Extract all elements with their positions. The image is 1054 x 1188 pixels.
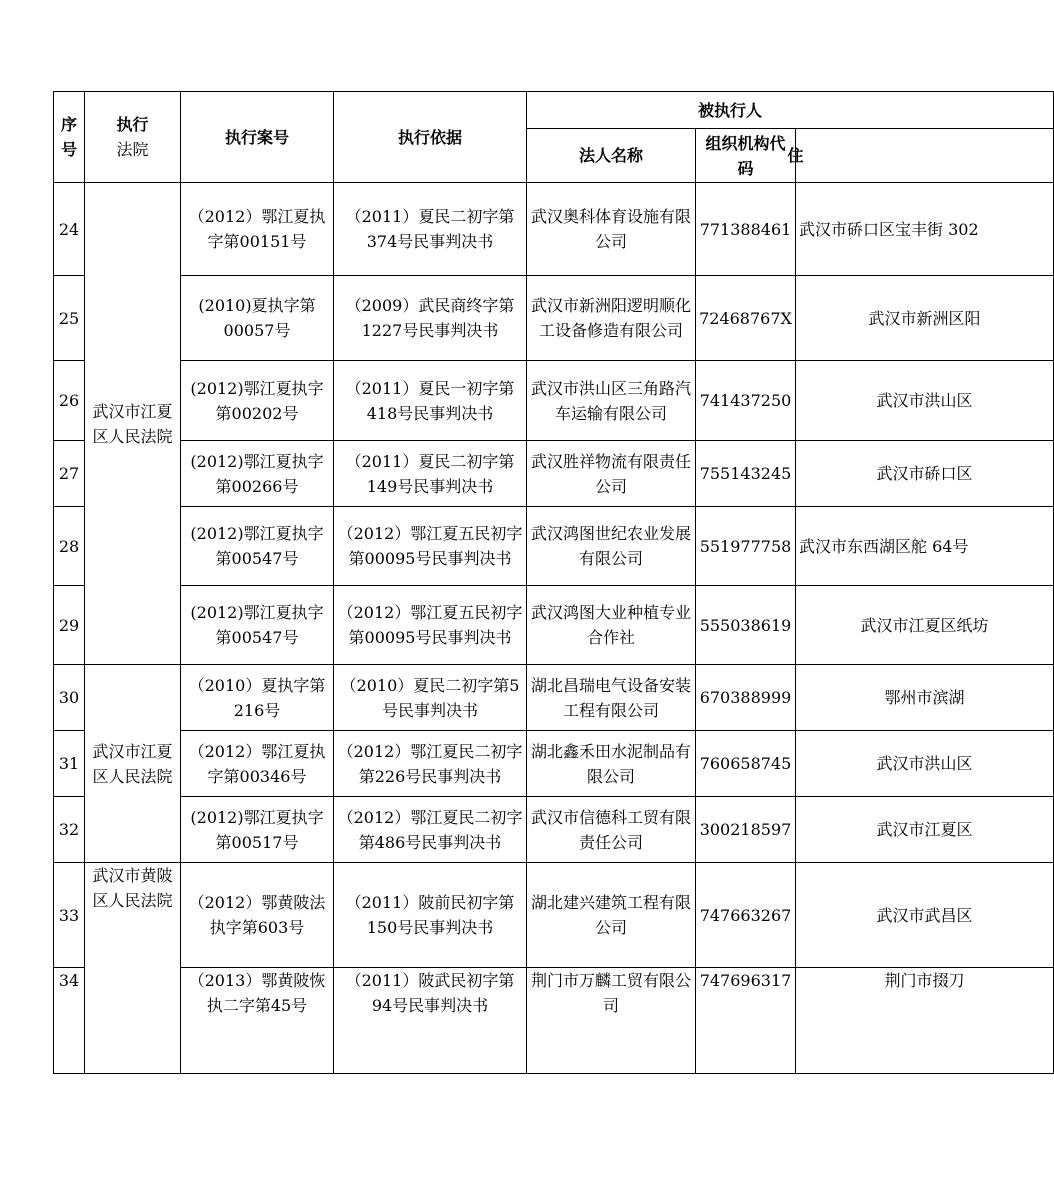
cell-seq: 33 (54, 863, 85, 968)
cell-address: 荆门市掇刀 (796, 968, 1054, 1074)
cell-address: 武汉市江夏区纸坊 (796, 586, 1054, 665)
header-court-line1: 执行 (116, 115, 149, 134)
cell-basis: （2012）鄂江夏五民初字第00095号民事判决书 (334, 507, 527, 586)
cell-seq: 31 (54, 731, 85, 797)
cell-seq: 24 (54, 183, 85, 276)
cell-code: 760658745 (696, 731, 796, 797)
table-row (54, 441, 1054, 507)
cell-basis: （2011）夏民二初字第374号民事判决书 (334, 183, 527, 276)
cell-name: 湖北鑫禾田水泥制品有限公司 (527, 731, 696, 797)
cell-seq: 28 (54, 507, 85, 586)
cell-code: 670388999 (696, 665, 796, 731)
cell-case-no: (2012)鄂江夏执字第00547号 (181, 586, 334, 665)
cell-seq: 27 (54, 441, 85, 507)
cell-court: 武汉市黄陂区人民法院 (85, 863, 181, 1074)
cell-basis: （2011）夏民一初字第418号民事判决书 (334, 361, 527, 441)
cell-case-no: (2012)鄂江夏执字第00202号 (181, 361, 334, 441)
cell-basis: （2009）武民商终字第1227号民事判决书 (334, 276, 527, 361)
cell-seq: 30 (54, 665, 85, 731)
cell-address: 武汉市新洲区阳 (796, 276, 1054, 361)
cell-address: 武汉市武昌区 (796, 863, 1054, 968)
cell-case-no: (2012)鄂江夏执字第00517号 (181, 797, 334, 863)
cell-court: 武汉市江夏区人民法院 (85, 183, 181, 665)
table-row (54, 276, 1054, 361)
cell-name: 武汉市新洲阳逻明顺化工设备修造有限公司 (527, 276, 696, 361)
cell-name: 湖北昌瑞电气设备安装工程有限公司 (527, 665, 696, 731)
cell-seq: 32 (54, 797, 85, 863)
cell-name: 武汉奥科体育设施有限公司 (527, 183, 696, 276)
cell-address: 武汉市江夏区 (796, 797, 1054, 863)
cell-code: 555038619 (696, 586, 796, 665)
header-seq: 序号 (54, 92, 85, 183)
cell-name: 荆门市万麟工贸有限公司 (527, 968, 696, 1074)
cell-name: 武汉鸿图大业种植专业合作社 (527, 586, 696, 665)
table-row (54, 586, 1054, 665)
cell-code: 72468767X (696, 276, 796, 361)
cell-code: 747696317 (696, 968, 796, 1074)
cell-name: 湖北建兴建筑工程有限公司 (527, 863, 696, 968)
cell-name: 武汉市信德科工贸有限责任公司 (527, 797, 696, 863)
cell-court: 武汉市江夏区人民法院 (85, 665, 181, 863)
cell-case-no: (2012)鄂江夏执字第00266号 (181, 441, 334, 507)
cell-basis: （2011）陂前民初字第150号民事判决书 (334, 863, 527, 968)
table-row (54, 731, 1054, 797)
header-party (527, 92, 1054, 129)
table-row (54, 863, 1054, 968)
header-org-code: 组织机构代码 (696, 129, 796, 183)
table-row (54, 968, 1054, 1074)
cell-code: 551977758 (696, 507, 796, 586)
cell-address: 武汉市硚口区 (796, 441, 1054, 507)
cell-address: 武汉市东西湖区舵 64号 (796, 507, 1054, 586)
cell-basis: （2012）鄂江夏五民初字第00095号民事判决书 (334, 586, 527, 665)
table-row (54, 183, 1054, 276)
cell-seq: 34 (54, 968, 85, 1074)
cell-code: 747663267 (696, 863, 796, 968)
table-row (54, 361, 1054, 441)
header-party-label: 被执行人 (697, 100, 762, 120)
header-case-no: 执行案号 (181, 92, 334, 183)
cell-case-no: （2012）鄂黄陂法执字第603号 (181, 863, 334, 968)
cell-case-no: (2010)夏执字第00057号 (181, 276, 334, 361)
cell-address: 武汉市硚口区宝丰街 302 (796, 183, 1054, 276)
enforcement-table (53, 91, 1054, 1074)
cell-address: 鄂州市滨湖 (796, 665, 1054, 731)
cell-case-no: （2012）鄂江夏执字第00346号 (181, 731, 334, 797)
cell-case-no: (2012)鄂江夏执字第00547号 (181, 507, 334, 586)
cell-name: 武汉胜祥物流有限责任公司 (527, 441, 696, 507)
cell-case-no: （2010）夏执字第216号 (181, 665, 334, 731)
cell-seq: 26 (54, 361, 85, 441)
cell-name: 武汉市洪山区三角路汽车运输有限公司 (527, 361, 696, 441)
header-court (85, 92, 181, 183)
cell-basis: （2011）陂武民初字第94号民事判决书 (334, 968, 527, 1074)
header-legal-name: 法人名称 (527, 129, 696, 183)
cell-code: 755143245 (696, 441, 796, 507)
table-row (54, 665, 1054, 731)
cell-seq: 29 (54, 586, 85, 665)
cell-basis: （2012）鄂江夏民二初字第226号民事判决书 (334, 731, 527, 797)
cell-code: 771388461 (696, 183, 796, 276)
header-address (787, 129, 1054, 183)
cell-case-no: （2013）鄂黄陂恢执二字第45号 (181, 968, 334, 1074)
header-address-label: 住 (787, 146, 804, 165)
cell-name: 武汉鸿图世纪农业发展有限公司 (527, 507, 696, 586)
cell-basis: （2012）鄂江夏民二初字第486号民事判决书 (334, 797, 527, 863)
header-court-line2: 法院 (116, 140, 149, 159)
cell-case-no: （2012）鄂江夏执字第00151号 (181, 183, 334, 276)
cell-seq: 25 (54, 276, 85, 361)
header-basis: 执行依据 (334, 92, 527, 183)
cell-basis: （2010）夏民二初字第5号民事判决书 (334, 665, 527, 731)
cell-address: 武汉市洪山区 (796, 361, 1054, 441)
table-row (54, 507, 1054, 586)
cell-basis: （2011）夏民二初字第149号民事判决书 (334, 441, 527, 507)
table-row (54, 797, 1054, 863)
cell-address: 武汉市洪山区 (796, 731, 1054, 797)
cell-code: 300218597 (696, 797, 796, 863)
header-row-1 (54, 92, 1054, 129)
cell-code: 741437250 (696, 361, 796, 441)
